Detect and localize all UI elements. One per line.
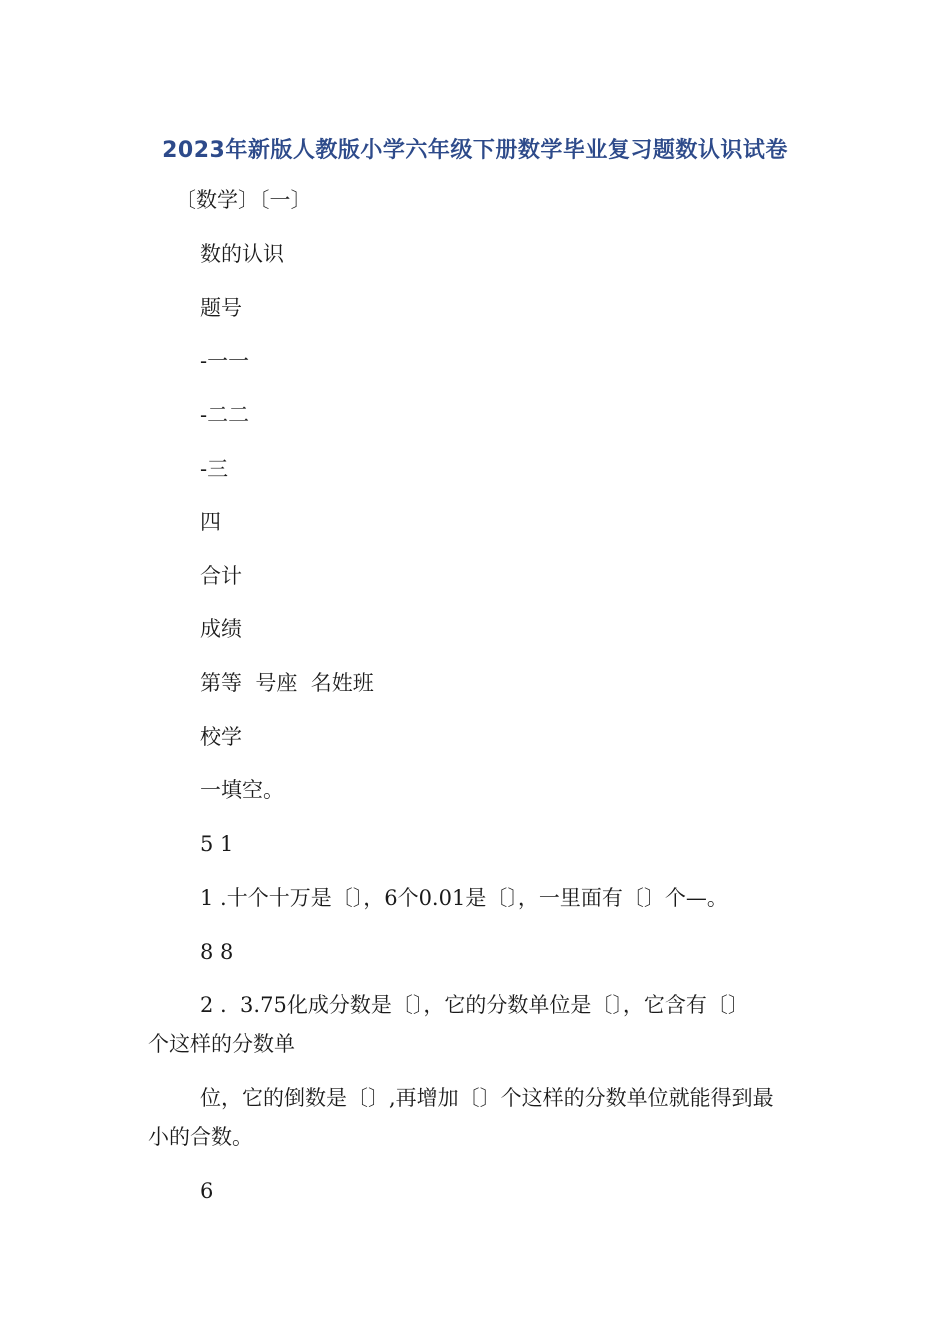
question-2-fraction-numbers: 8 8: [200, 940, 234, 964]
score-table-row-2: -二二: [200, 403, 250, 427]
part-heading: 一填空。: [200, 778, 284, 802]
document-title: 2023年新版人教版小学六年级下册数学毕业复习题数认识试卷: [162, 138, 788, 163]
question-2-line-4: 小的合数。: [148, 1125, 253, 1149]
school-line: 校学: [200, 725, 242, 749]
score-table-header: 题号: [200, 296, 242, 320]
question-3-fragment: 6: [200, 1179, 214, 1203]
section-title: 数的认识: [200, 242, 284, 266]
question-2-line-1: 2 . 3.75化成分数是〔〕，它的分数单位是〔〕，它含有〔〕: [200, 993, 749, 1017]
question-2-line-2: 个这样的分数单: [148, 1032, 295, 1056]
question-1: 1 .十个十万是〔〕，6个0.01是〔〕，一里面有〔〕个—。: [200, 886, 728, 910]
student-info-line: 第等 号座 名姓班: [200, 671, 374, 695]
question-2-line-3: 位，它的倒数是〔〕,再增加〔〕个这样的分数单位就能得到最: [200, 1086, 774, 1110]
score-table-row-1: -一一: [200, 349, 250, 373]
question-1-fraction-numbers: 5 1: [200, 832, 234, 856]
score-table-row-4: 四: [200, 510, 221, 534]
score-table-score: 成绩: [200, 617, 242, 641]
score-table-total: 合计: [200, 564, 242, 588]
subject-line: 〔数学〕〔一〕: [175, 188, 312, 212]
score-table-row-3: -三: [200, 457, 229, 481]
